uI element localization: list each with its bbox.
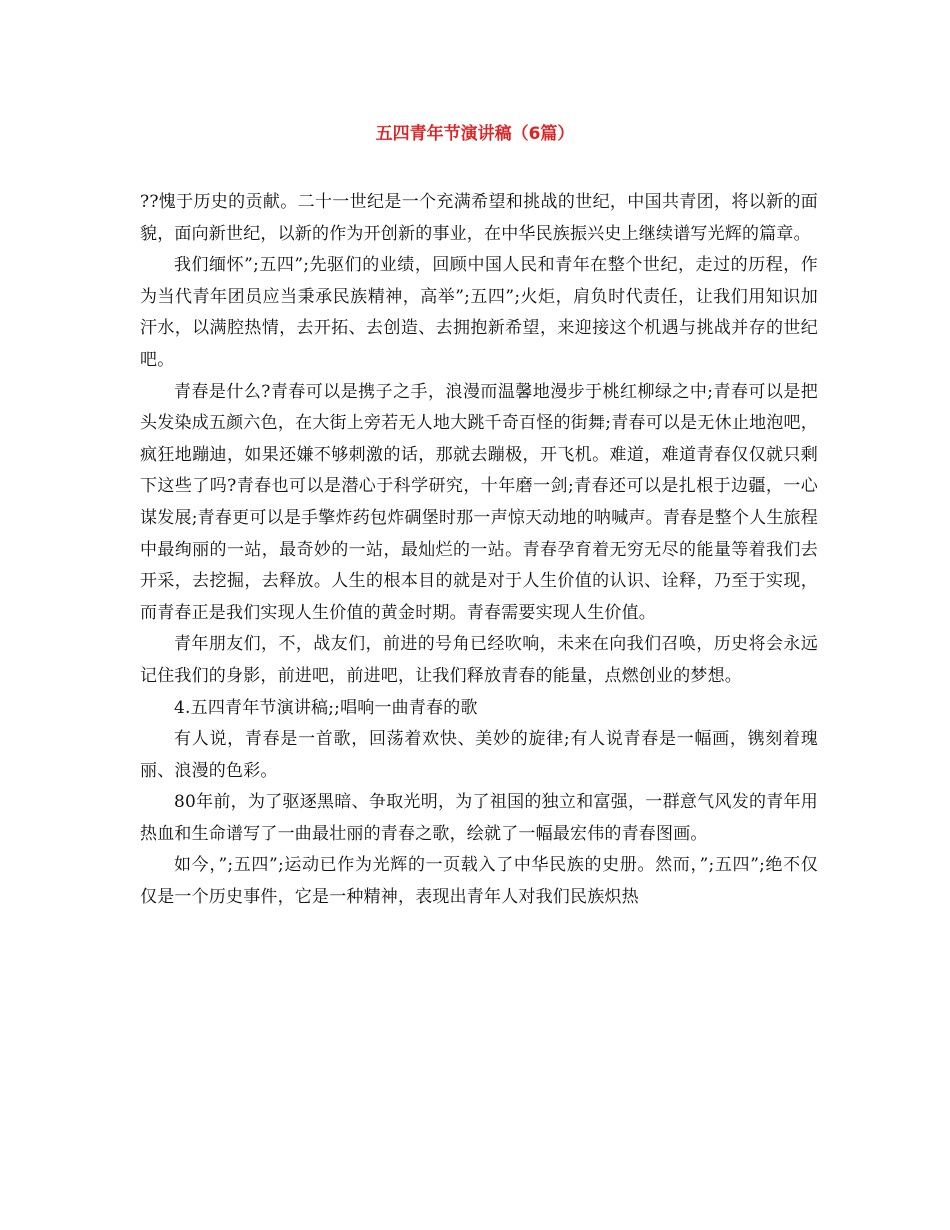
paragraph: 80年前，为了驱逐黑暗、争取光明，为了祖国的独立和富强，一群意气风发的青年用热血和生命谱写了一曲最壮丽的青春之歌，绘就了一幅最宏伟的青春图画。	[140, 792, 818, 844]
section-heading: 4.五四青年节演讲稿;;唱响一曲青春的歌	[174, 697, 478, 718]
paragraph: ??愧于历史的贡献。二十一世纪是一个充满希望和挑战的世纪，中国共青团，将以新的面貌，面向新世纪，以新的作为开创新的事业，在中华民族振兴史上继续谱写光辉的篇章。	[140, 192, 818, 244]
document-title: 五四青年节演讲稿（6篇）	[375, 124, 575, 144]
paragraph: 有人说，青春是一首歌，回荡着欢快、美妙的旋律;有人说青春是一幅画，镌刻着瑰丽、浪漫的色彩。	[140, 729, 818, 781]
document-body	[140, 187, 818, 914]
paragraph: 青春是什么?青春可以是携子之手，浪漫而温馨地漫步于桃红柳绿之中;青春可以是把头发染成五颜六色，在大街上旁若无人地大跳千奇百怪的街舞;青春可以是无休止地泡吧，疯狂地蹦迪，如果还嫌不够刺激的话，那就去蹦极，开飞机。难道，难道青春仅仅就只剩下这些了吗?青春也可以是潜心于科学研究，十年磨一剑;青春还可以是扎根于边疆，一心谋发展;青春更可以是手擎炸药包炸碉堡时那一声惊天动地的呐喊声。青春是整个人生旅程中最绚丽的一站，最奇妙的一站，最灿烂的一站。青春孕育着无穷无尽的能量等着我们去开采，去挖掘，去释放。人生的根本目的就是对于人生价值的认识、诠释，乃至于实现，而青春正是我们实现人生价值的黄金时期。青春需要实现人生价值。	[140, 381, 818, 623]
paragraph: 青年朋友们，不，战友们，前进的号角已经吹响，未来在向我们召唤，历史将会永远记住我们的身影，前进吧，前进吧，让我们释放青春的能量，点燃创业的梦想。	[140, 634, 818, 686]
paragraph: 我们缅怀”;五四”;先驱们的业绩，回顾中国人民和青年在整个世纪，走过的历程，作为当代青年团员应当秉承民族精神，高举”;五四”;火炬，肩负时代责任，让我们用知识加汗水，以满腔热情，去开拓、去创造、去拥抱新希望，来迎接这个机遇与挑战并存的世纪吧。	[140, 255, 818, 370]
paragraph: 如今，”;五四”;运动已作为光辉的一页载入了中华民族的史册。然而，”;五四”;绝不仅仅是一个历史事件，它是一种精神，表现出青年人对我们民族炽热	[140, 855, 818, 908]
